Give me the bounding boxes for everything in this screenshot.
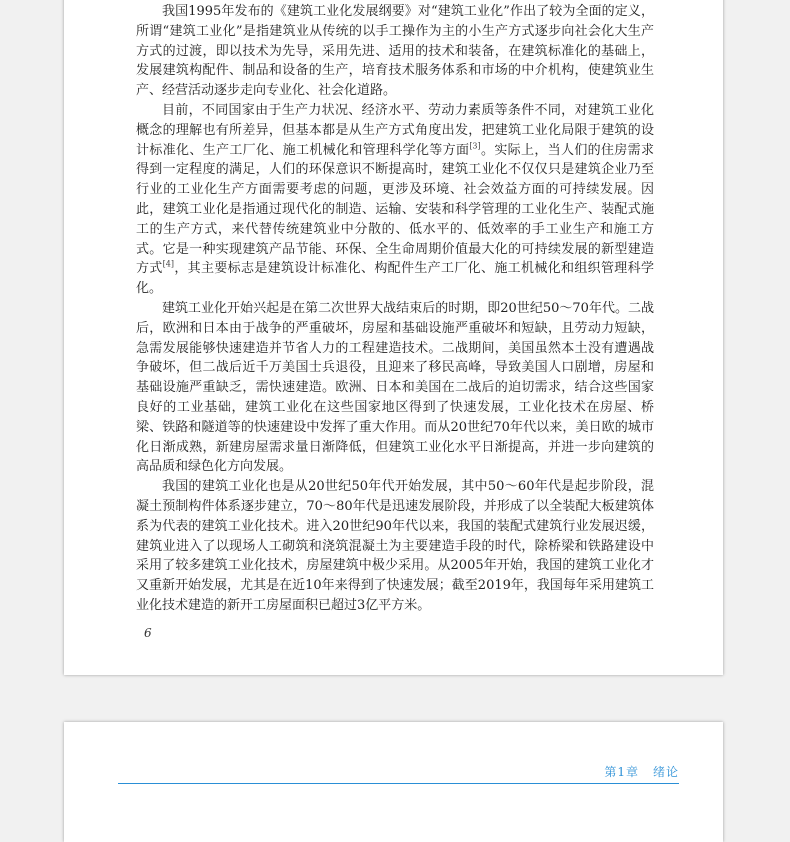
paragraph	[136, 299, 654, 477]
document-page-7	[64, 722, 723, 842]
paragraph	[136, 101, 654, 299]
paragraph-text: 。实际上，当人们的住房需求得到一定程度的满足，人们的环保意识不断提高时，建筑工业化不仅仅只是建筑企业乃至行业的工业化生产方面需要考虑的问题，更涉及环境、社会效益方面的可持续发展。因此，建筑工业化是指通过现代化的制造、运输、安装和科学管理的工业化生产、装配式施工的生产方式，来代替传统建筑业中分散的、低水平的、低效率的手工业生产和施工方式。它是一种实现建筑产品节能、环保、全生命周期价值最大化的可持续发展的新型建造方式	[136, 142, 654, 277]
page-number: 6	[144, 626, 152, 640]
chapter-title: 绪论	[652, 765, 679, 779]
chapter-label: 第1章	[604, 765, 639, 779]
running-header	[590, 763, 679, 780]
paragraph-text: 我国1995年发布的《建筑工业化发展纲要》对“建筑工业化”作出了较为全面的定义，所谓“建筑工业化”是指建筑业从传统的以手工操作为主的小生产方式逐步向社会化大生产方式的过渡，即以技术为先导，采用先进、适用的技术和装备，在建筑标准化的基础上，发展建筑构配件、制品和设备的生产，培育技术服务体系和市场的中介机构，使建筑业生产、经营活动逐步走向专业化、社会化道路。	[136, 4, 654, 99]
citation-marker: [4]	[162, 260, 175, 270]
body-text	[136, 2, 654, 616]
document-page-6	[64, 0, 723, 675]
paragraph-text: 建筑工业化开始兴起是在第二次世界大战结束后的时期，即20世纪50～70年代。二战后，欧洲和日本由于战争的严重破坏，房屋和基础设施严重破坏和短缺，且劳动力短缺，急需发展能够快速建造并节省人力的工程建造技术。二战期间，美国虽然本土没有遭遇战争破坏，但二战后近千万美国士兵退役，且迎来了移民高峰，导致美国人口剧增，房屋和基础设施严重缺乏，需快速建造。欧洲、日本和美国在二战后的迫切需求，结合这些国家良好的工业基础，建筑工业化在这些国家地区得到了快速发展，工业化技术在房屋、桥梁、铁路和隧道等的快速建设中发挥了重大作用。而从20世纪70年代以来，美日欧的城市化日渐成熟，新建房屋需求量日渐降低，但建筑工业化水平日渐提高，并进一步向建筑的高品质和绿色化方向发展。	[136, 300, 654, 475]
paragraph-text: 目前，不同国家由于生产力状况、经济水平、劳动力素质等条件不同，对建筑工业化概念的理解也有所差异，但基本都是从生产方式角度出发，把建筑工业化局限于建筑的设计标准化、生产工厂化、施工机械化和管理科学化等方面	[136, 102, 654, 158]
paragraph	[136, 477, 654, 616]
paragraph-text: ，其主要标志是建筑设计标准化、构配件生产工厂化、施工机械化和组织管理科学化。	[136, 261, 654, 297]
paragraph-text: 我国的建筑工业化也是从20世纪50年代开始发展，其中50～60年代是起步阶段，混凝土预制构件体系逐步建立，70～80年代是迅速发展阶段，并形成了以全装配大板建筑体系为代表的建筑工业化技术。进入20世纪90年代以来，我国的装配式建筑行业发展迟缓，建筑业进入了以现场人工砌筑和浇筑混凝土为主要建造手段的时代，除桥梁和铁路建设中采用了较多建筑工业化技术，房屋建筑中极少采用。从2005年开始，我国的建筑工业化才又重新开始发展，尤其是在近10年来得到了快速发展；截至2019年，我国每年采用建筑工业化技术建造的新开工房屋面积已超过3亿平方米。	[136, 479, 654, 613]
header-rule	[118, 783, 679, 784]
citation-marker: [3]	[469, 141, 481, 151]
paragraph	[136, 2, 654, 101]
